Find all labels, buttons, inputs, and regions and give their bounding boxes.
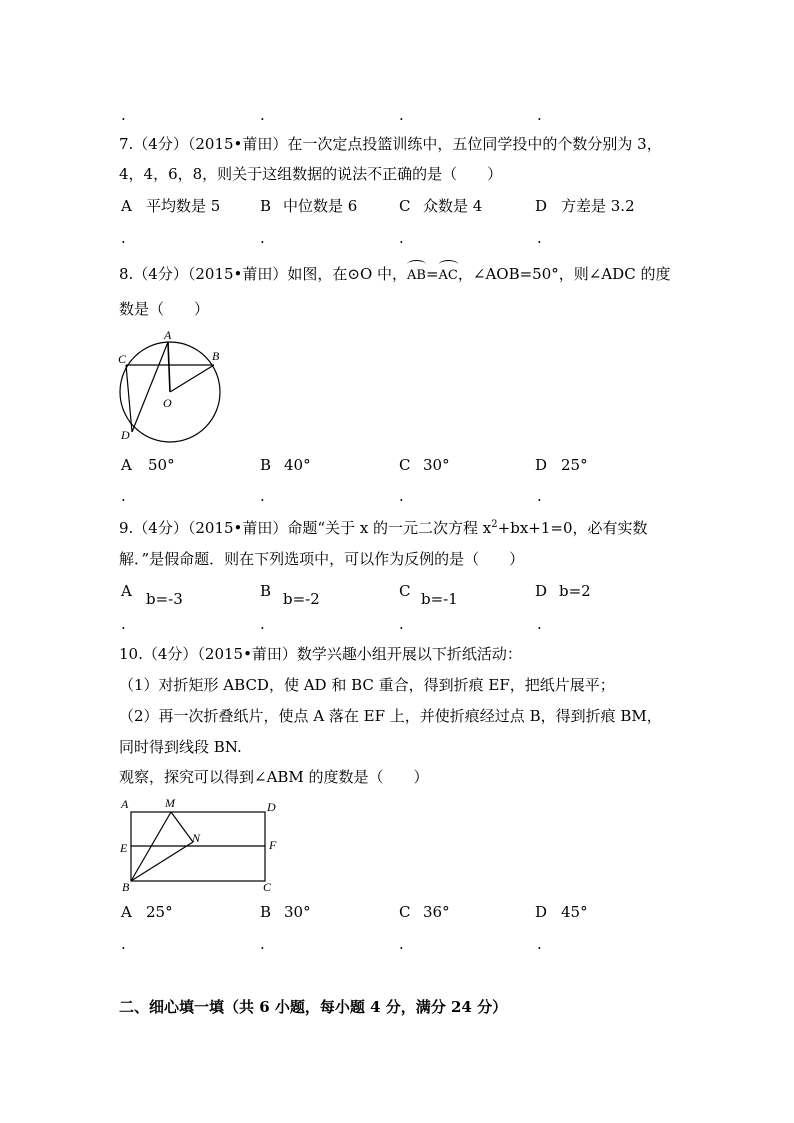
option-a-letter: A <box>121 197 132 215</box>
question-10-stem-line3: （2）再一次折叠纸片，使点 A 落在 EF 上，并使折痕经过点 B，得到折痕 BM， <box>119 707 662 725</box>
option-b-text: b=-2 <box>283 590 320 608</box>
arc-mark <box>407 260 426 269</box>
option-a-text: 50° <box>148 456 175 474</box>
option-dot: . <box>121 487 126 505</box>
question-9-stem-line2: 解．”是假命题．则在下列选项中，可以作为反例的是（ ） <box>119 550 525 568</box>
option-dot: . <box>121 935 126 953</box>
option-d-letter: D <box>535 903 548 921</box>
arc-ab-label: AB <box>407 268 426 283</box>
arc-ab <box>407 266 426 286</box>
option-dot: . <box>399 106 404 124</box>
option-b-text: 40° <box>284 456 311 474</box>
option-a-letter: A <box>121 582 132 600</box>
question-10-stem-line5: 观察，探究可以得到∠ABM 的度数是（ ） <box>119 768 429 786</box>
option-dot: . <box>121 615 126 633</box>
option-c-text: b=-1 <box>421 590 458 608</box>
point-label-f: F <box>269 838 277 852</box>
option-dot: . <box>399 615 404 633</box>
option-dot: . <box>399 229 404 247</box>
option-c-letter: C <box>399 456 411 474</box>
circle-figure <box>115 325 225 445</box>
segment-cd <box>126 365 132 432</box>
point-label-o: O <box>163 396 172 410</box>
option-a-text: b=-3 <box>146 590 183 608</box>
option-b-letter: B <box>260 197 272 215</box>
option-d-text: 方差是 3.2 <box>561 197 635 215</box>
question-10-stem-line1: 10.（4分）（2015•莆田）数学兴趣小组开展以下折纸活动： <box>119 645 522 663</box>
arc-equals: = <box>425 265 439 283</box>
segment-ob <box>170 365 214 392</box>
question-7-stem-line2: 4，4，6，8，则关于这组数据的说法不正确的是（ ） <box>119 165 503 183</box>
segment-ad <box>132 342 168 432</box>
question-10-stem-line2: （1）对折矩形 ABCD，使 AD 和 BC 重合，得到折痕 EF，把纸片展平； <box>119 676 615 694</box>
option-a-letter: A <box>121 903 132 921</box>
point-label-b: B <box>122 880 130 894</box>
option-b-text: 中位数是 6 <box>283 197 358 215</box>
question-9-stem-line1 <box>119 518 648 538</box>
option-c-letter: C <box>399 582 411 600</box>
option-dot: . <box>537 487 542 505</box>
option-d-text: 45° <box>561 903 588 921</box>
point-label-a: A <box>164 328 172 342</box>
question-10-stem-line4: 同时得到线段 BN. <box>119 738 242 756</box>
option-b-letter: B <box>260 903 272 921</box>
question-7-stem-line1: 7.（4分）（2015•莆田）在一次定点投篮训练中，五位同学投中的个数分别为 3， <box>119 135 662 153</box>
rectangle-figure <box>115 795 285 895</box>
option-dot: . <box>537 106 542 124</box>
option-c-text: 众数是 4 <box>423 197 483 215</box>
point-label-d: D <box>267 800 276 814</box>
option-b-letter: B <box>260 582 272 600</box>
question-8-stem-part2: ，∠AOB=50°，则∠ADC 的度 <box>457 265 671 283</box>
option-dot: . <box>260 106 265 124</box>
option-dot: . <box>260 229 265 247</box>
arc-ac-label: AC <box>438 268 458 283</box>
arc-mark <box>439 260 458 269</box>
question-8-stem-line1 <box>119 264 670 286</box>
arc-ac <box>439 266 458 286</box>
option-a-text: 平均数是 5 <box>146 197 221 215</box>
question-8-stem-line2: 数是（ ） <box>119 300 210 318</box>
option-dot: . <box>537 935 542 953</box>
option-d-letter: D <box>535 197 548 215</box>
option-b-letter: B <box>260 456 272 474</box>
option-d-letter: D <box>535 582 548 600</box>
section-2-heading: 二、细心填一填（共 6 小题，每小题 4 分，满分 24 分） <box>119 998 508 1016</box>
option-a-text: 25° <box>146 903 173 921</box>
point-label-c: C <box>263 880 272 894</box>
option-dot: . <box>260 487 265 505</box>
point-label-c: C <box>118 352 127 366</box>
option-dot: . <box>537 615 542 633</box>
point-label-d: D <box>121 428 130 442</box>
option-c-text: 30° <box>423 456 450 474</box>
option-dot: . <box>121 106 126 124</box>
point-label-n: N <box>192 831 201 845</box>
option-dot: . <box>537 229 542 247</box>
option-dot: . <box>399 487 404 505</box>
option-c-text: 36° <box>423 903 450 921</box>
point-label-a: A <box>121 797 129 811</box>
superscript-2: 2 <box>491 519 498 530</box>
point-label-e: E <box>120 841 128 855</box>
option-dot: . <box>121 229 126 247</box>
option-c-letter: C <box>399 197 411 215</box>
option-d-text: 25° <box>561 456 588 474</box>
point-label-m: M <box>165 796 175 810</box>
option-dot: . <box>260 615 265 633</box>
question-9-stem-part2: +bx+1=0，必有实数 <box>497 519 648 537</box>
option-a-letter: A <box>121 456 132 474</box>
option-d-letter: D <box>535 456 548 474</box>
segment-bn <box>131 842 193 881</box>
point-label-b: B <box>212 349 220 363</box>
option-dot: . <box>260 935 265 953</box>
option-c-letter: C <box>399 903 411 921</box>
segment-mn <box>171 812 193 842</box>
segment-oa <box>168 342 170 392</box>
option-b-text: 30° <box>284 903 311 921</box>
question-9-stem-part1: 9.（4分）（2015•莆田）命题“关于 x 的一元二次方程 x <box>119 519 492 537</box>
question-8-stem-part1: 8.（4分）（2015•莆田）如图，在⊙O 中， <box>119 265 408 283</box>
option-d-text: b=2 <box>559 582 591 600</box>
option-dot: . <box>399 935 404 953</box>
